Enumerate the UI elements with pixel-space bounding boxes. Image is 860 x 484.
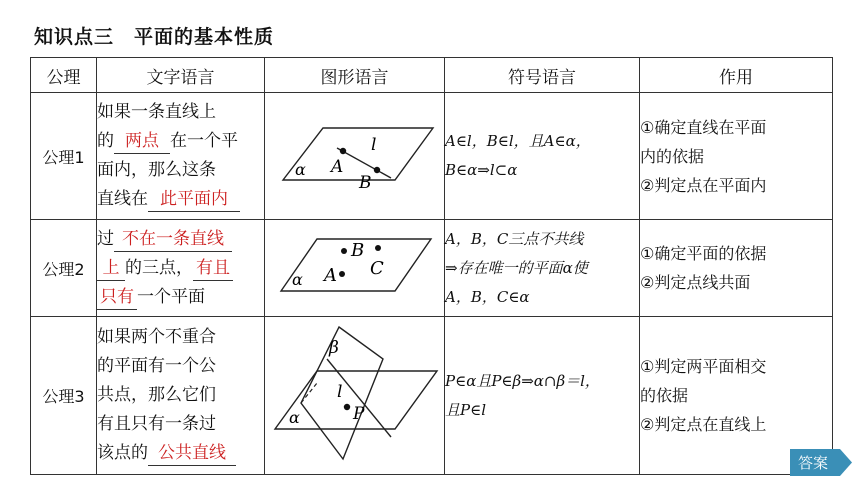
symbol-language-cell xyxy=(445,93,640,220)
table-row xyxy=(31,93,833,220)
header-figure-language: 图形语言 xyxy=(265,58,445,93)
svg-text:A: A xyxy=(330,157,343,177)
svg-text:A: A xyxy=(323,265,337,286)
svg-text:α: α xyxy=(294,160,306,179)
text-line: 有且只有一条过 xyxy=(97,414,216,434)
table-row xyxy=(31,220,833,317)
text-line: 的平面有一个公 xyxy=(97,356,216,376)
use-line: ①确定平面的依据 xyxy=(640,244,767,263)
use-line: ①确定直线在平面 xyxy=(640,117,767,137)
axiom-name: 公理3 xyxy=(31,317,97,475)
symbol-line: A，B，C三点不共线 xyxy=(445,229,584,248)
axiom-name: 公理1 xyxy=(31,93,97,220)
fill-blank-answer: 两点 xyxy=(114,129,170,154)
header-axiom: 公理 xyxy=(31,58,97,93)
text-line: 该点的 公共直线 xyxy=(97,439,264,468)
svg-text:B: B xyxy=(358,173,371,193)
text-line: 如果两个不重合 xyxy=(97,327,216,347)
use-line: ①判定两平面相交 xyxy=(640,357,767,376)
svg-text:α: α xyxy=(291,270,303,289)
text-line: 共点，那么它们 xyxy=(97,385,216,405)
use-line: ②判定点在平面内 xyxy=(640,175,767,195)
text-line: 面内，那么这条 xyxy=(97,160,216,180)
fill-blank-answer: 此平面内 xyxy=(148,187,240,212)
svg-text:l: l xyxy=(336,381,342,402)
answer-button[interactable]: 答案 xyxy=(798,454,829,472)
header-text-language: 文字语言 xyxy=(97,58,265,93)
symbol-language-cell xyxy=(445,220,640,317)
text-language-cell xyxy=(97,317,265,475)
symbol-line: P∈α且P∈β⇒α∩β＝l， xyxy=(445,371,600,390)
table-header-row xyxy=(31,58,833,93)
text-line: 上 的三点， 有且 xyxy=(97,254,264,283)
symbol-line: ⇒存在唯一的平面α使 xyxy=(445,258,588,277)
section-title: 知识点三 平面的基本性质 xyxy=(34,26,275,48)
text-language-cell xyxy=(97,220,265,317)
fill-blank-answer: 只有 xyxy=(97,285,137,310)
use-cell xyxy=(640,93,833,220)
use-line: ②判定点线共面 xyxy=(640,273,751,292)
symbol-line: 且P∈l xyxy=(445,400,486,419)
fill-blank-answer: 有且 xyxy=(193,256,233,281)
text-line: 如果一条直线上 xyxy=(97,102,216,122)
svg-text:α: α xyxy=(288,407,300,427)
symbol-line: A，B，C∈α xyxy=(445,287,530,306)
figure-cell xyxy=(265,220,445,317)
figure-cell xyxy=(265,93,445,220)
symbol-line: B∈α⇒l⊂α xyxy=(445,161,518,179)
axiom-table xyxy=(30,57,833,475)
use-line: 内的依据 xyxy=(640,146,705,166)
svg-text:β: β xyxy=(328,337,339,358)
plane-points-figure xyxy=(267,231,443,301)
fill-blank-answer: 不在一条直线 xyxy=(114,227,232,252)
text-line: 的 两点 在一个平 xyxy=(97,127,264,156)
text-line: 过 不在一条直线 xyxy=(97,225,264,254)
use-line: 的依据 xyxy=(640,386,689,405)
text-line: 只有 一个平面 xyxy=(97,283,264,312)
fill-blank-answer: 上 xyxy=(97,256,125,281)
plane-line-figure xyxy=(267,114,443,194)
table-row xyxy=(31,317,833,475)
svg-text:B: B xyxy=(350,240,364,261)
svg-text:P: P xyxy=(352,403,364,424)
symbol-line: A∈l，B∈l，且A∈α， xyxy=(445,132,591,150)
use-cell xyxy=(640,220,833,317)
symbol-language-cell xyxy=(445,317,640,475)
svg-text:l: l xyxy=(370,135,376,155)
text-line: 直线在 此平面内 xyxy=(97,185,264,214)
header-symbol-language: 符号语言 xyxy=(445,58,640,93)
axiom-name: 公理2 xyxy=(31,220,97,317)
intersecting-planes-figure xyxy=(267,319,443,469)
header-use: 作用 xyxy=(640,58,833,93)
fill-blank-answer: 公共直线 xyxy=(148,441,236,466)
figure-cell xyxy=(265,317,445,475)
use-line: ②判定点在直线上 xyxy=(640,415,767,434)
svg-text:C: C xyxy=(369,258,384,279)
text-language-cell xyxy=(97,93,265,220)
